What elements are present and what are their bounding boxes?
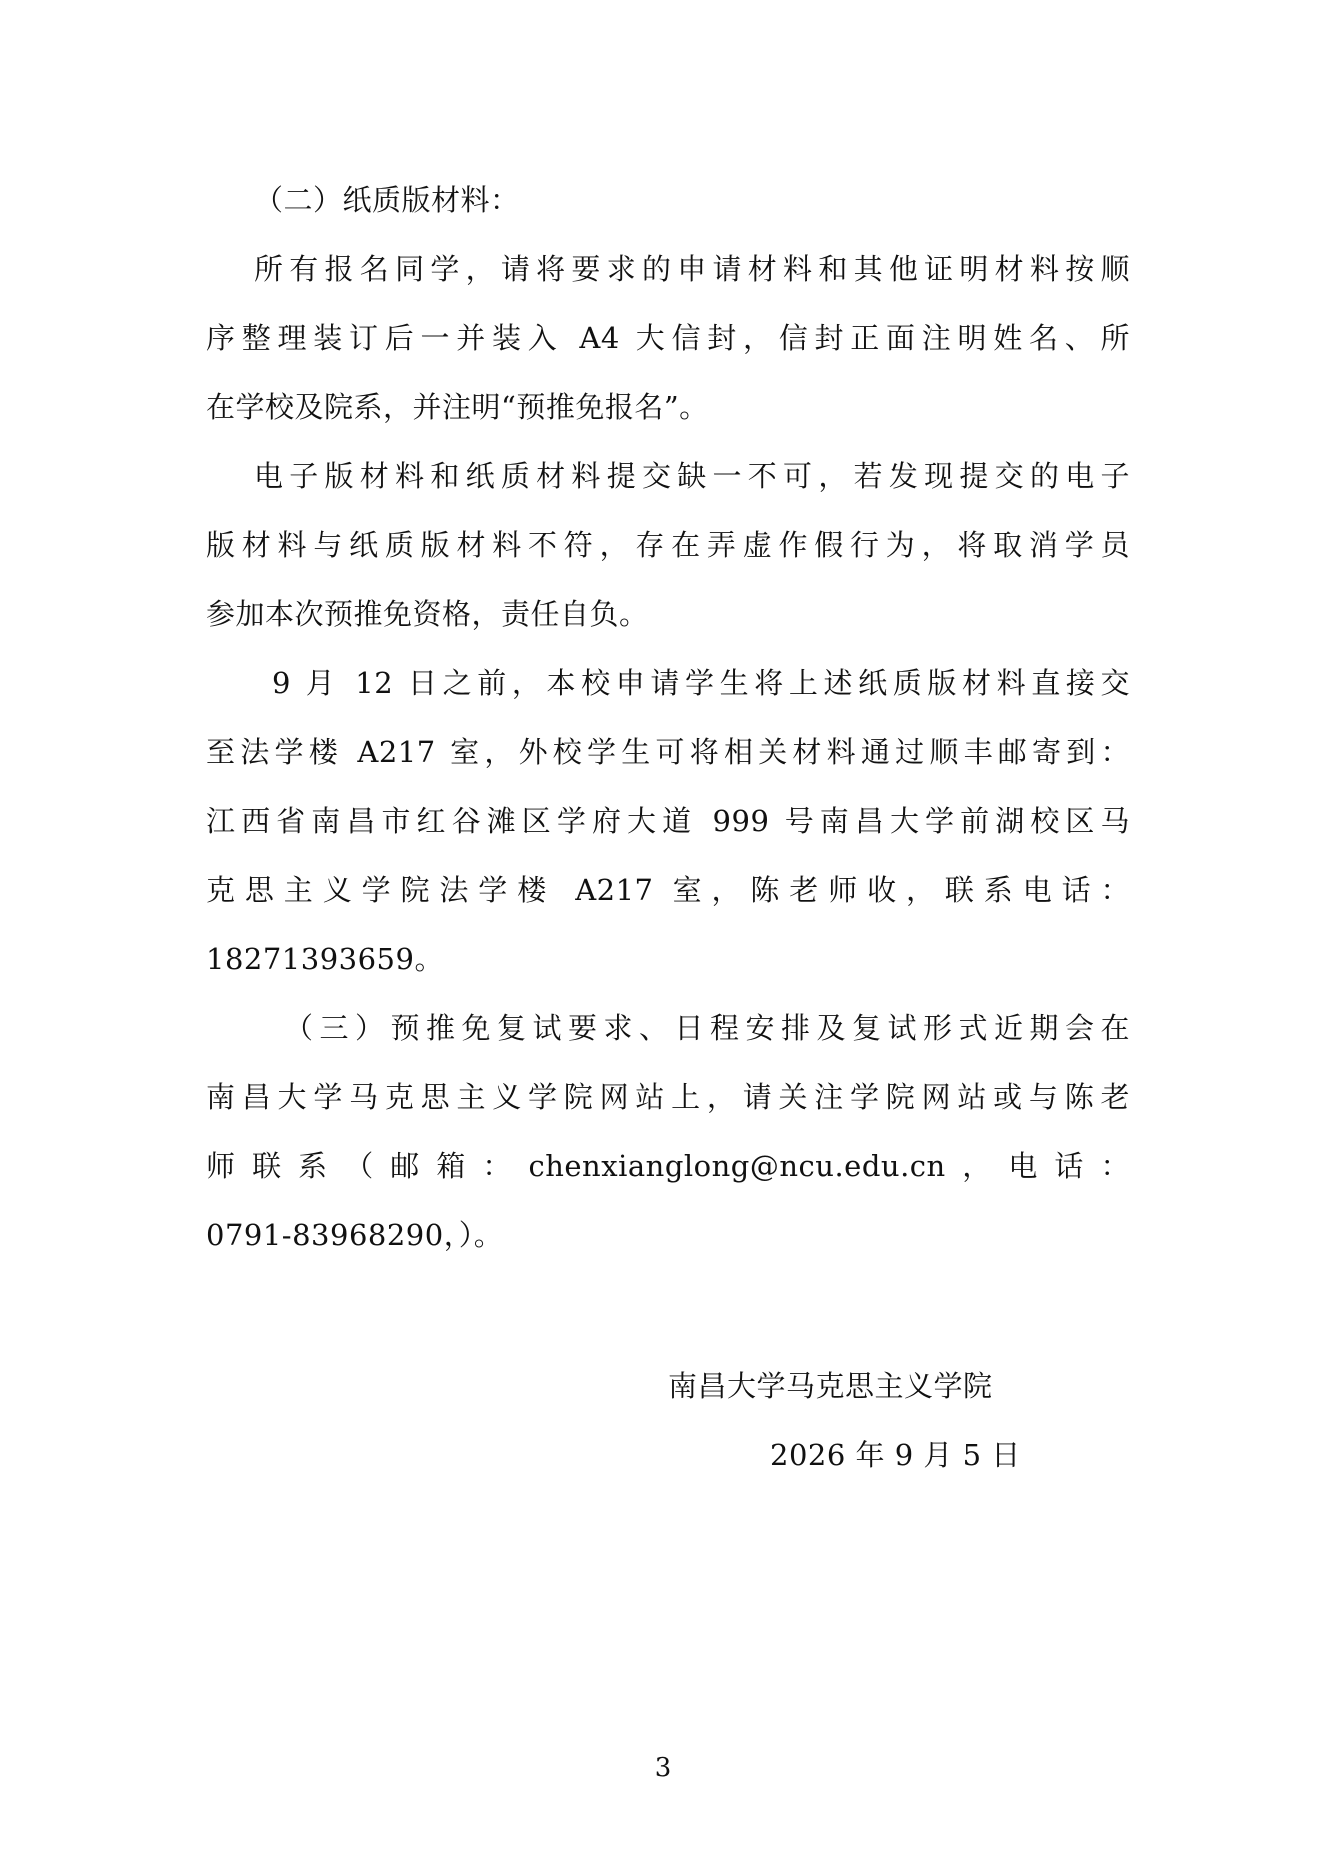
- signature-date: 2026 年 9 月 5 日: [770, 1438, 1021, 1472]
- section-heading: （二）纸质版材料：: [254, 183, 520, 217]
- paragraph-line: 序整理装订后一并装入 A4 大信封，信封正面注明姓名、所: [206, 321, 1130, 355]
- paragraph-line: 南昌大学马克思主义学院网站上，请关注学院网站或与陈老: [206, 1080, 1130, 1114]
- paragraph-line: 参加本次预推免资格，责任自负。: [206, 597, 649, 631]
- paragraph-line: 克思主义学院法学楼 A217 室，陈老师收，联系电话：: [206, 873, 1130, 907]
- paragraph-line: 在学校及院系，并注明“预推免报名”。: [206, 390, 709, 424]
- paragraph-line: 0791-83968290，）。: [206, 1218, 504, 1252]
- paragraph-line: 9 月 12 日之前，本校申请学生将上述纸质版材料直接交: [272, 666, 1130, 700]
- paragraph-line: 师联系（邮箱：chenxianglong@ncu.edu.cn，电话：: [206, 1149, 1130, 1183]
- paragraph-line: 版材料与纸质版材料不符，存在弄虚作假行为，将取消学员: [206, 528, 1130, 562]
- paragraph-line: 18271393659。: [206, 942, 444, 976]
- paragraph-line: 所有报名同学，请将要求的申请材料和其他证明材料按顺: [254, 252, 1130, 286]
- paragraph-line: 江西省南昌市红谷滩区学府大道 999 号南昌大学前湖校区马: [206, 804, 1130, 838]
- paragraph-line: （三）预推免复试要求、日程安排及复试形式近期会在: [284, 1011, 1130, 1045]
- paragraph-line: 电子版材料和纸质材料提交缺一不可，若发现提交的电子: [254, 459, 1130, 493]
- paragraph-line: 至法学楼 A217 室，外校学生可将相关材料通过顺丰邮寄到：: [206, 735, 1130, 769]
- page-number: 3: [654, 1753, 672, 1783]
- signature-org: 南昌大学马克思主义学院: [668, 1369, 993, 1403]
